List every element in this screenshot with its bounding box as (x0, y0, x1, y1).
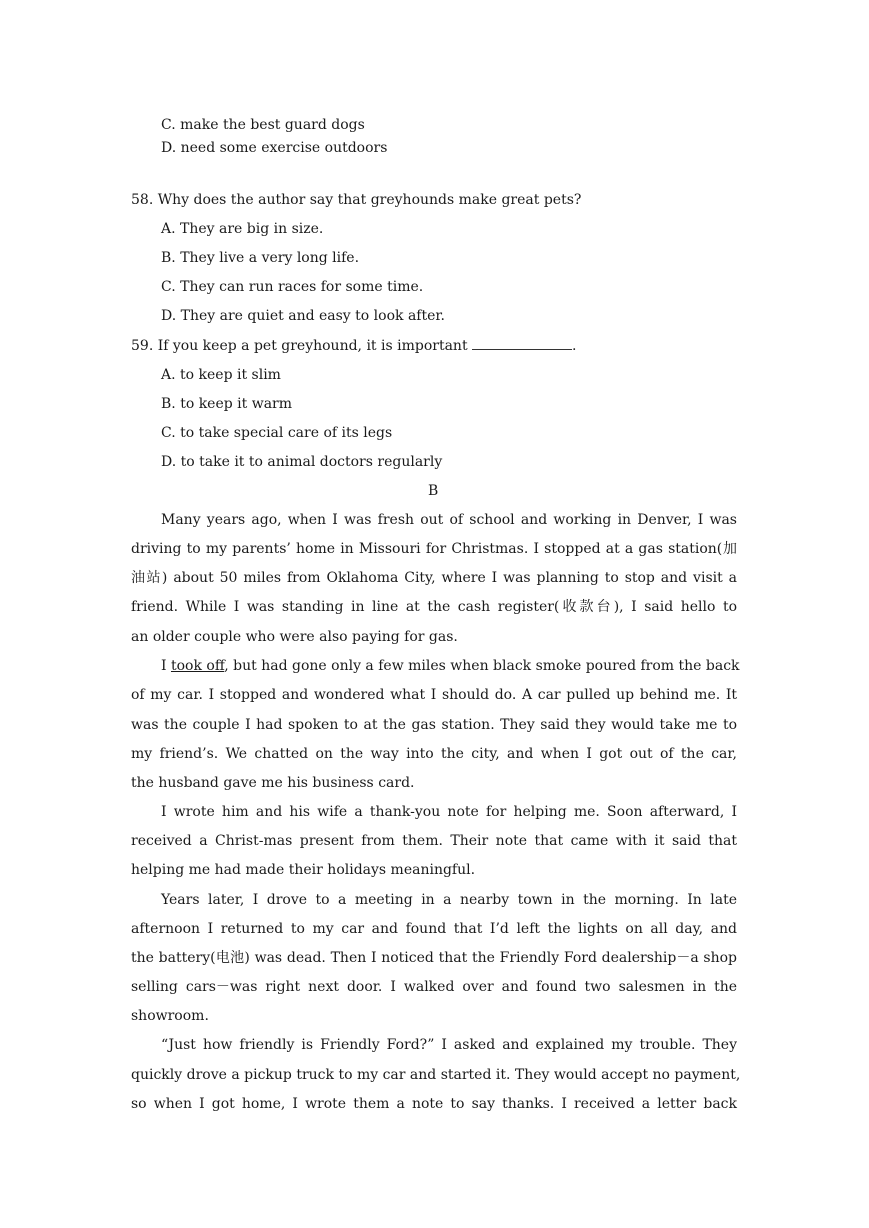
passage-text: I (161, 658, 171, 674)
passage-line: helping me had made their holidays meaningful. (131, 862, 476, 878)
passage-line: of my car. I stopped and wondered what I should do. A car pulled up behind me. It (131, 687, 737, 703)
question-59-stem-end: . (572, 338, 577, 354)
section-label: B (428, 483, 439, 499)
question-58-option-a: A. They are big in size. (161, 221, 324, 237)
passage-line: quickly drove a pickup truck to my car and started it. They would accept no payment, (131, 1067, 741, 1083)
passage-line: an older couple who were also paying for gas. (131, 629, 458, 645)
question-58-option-d: D. They are quiet and easy to look after. (161, 308, 445, 324)
answer-blank (472, 335, 572, 350)
question-59-stem-text: 59. If you keep a pet greyhound, it is important (131, 338, 473, 354)
passage-line-with-underline (161, 656, 740, 676)
passage-line: Many years ago, when I was fresh out of school and working in Denver, I was (161, 512, 737, 528)
passage-line: the husband gave me his business card. (131, 775, 415, 791)
question-58-option-c: C. They can run races for some time. (161, 279, 424, 295)
question-59-option-c: C. to take special care of its legs (161, 425, 393, 441)
passage-line: afternoon I returned to my car and found that I’d left the lights on all day, and (131, 921, 737, 937)
passage-text: , but had gone only a few miles when black smoke poured from the back (224, 658, 740, 674)
question-58-option-b: B. They live a very long life. (161, 250, 360, 266)
question-59-option-a: A. to keep it slim (161, 367, 281, 383)
question-59-stem (131, 335, 576, 356)
question-58-stem: 58. Why does the author say that greyhounds make great pets? (131, 192, 582, 208)
passage-line: so when I got home, I wrote them a note to say thanks. I received a letter back (131, 1096, 737, 1112)
passage-line: “Just how friendly is Friendly Ford?” I asked and explained my trouble. They (161, 1037, 737, 1053)
passage-line: driving to my parents’ home in Missouri for Christmas. I stopped at a gas station(加 (131, 541, 737, 557)
passage-line: the battery(电池) was dead. Then I noticed that the Friendly Ford dealership－a shop (131, 950, 737, 966)
passage-line: I wrote him and his wife a thank-you note for helping me. Soon afterward, I (161, 804, 737, 820)
passage-line: showroom. (131, 1008, 209, 1024)
passage-line: was the couple I had spoken to at the gas station. They said they would take me to (131, 717, 737, 733)
passage-line: my friend’s. We chatted on the way into the city, and when I got out of the car, (131, 746, 737, 762)
question-59-option-b: B. to keep it warm (161, 396, 293, 412)
underlined-phrase: took off (170, 658, 225, 674)
passage-line: Years later, I drove to a meeting in a nearby town in the morning. In late (161, 892, 737, 908)
question-59-option-d: D. to take it to animal doctors regularly (161, 454, 443, 470)
passage-line: received a Christ-mas present from them. Their note that came with it said that (131, 833, 737, 849)
option-d-prev: D. need some exercise outdoors (161, 140, 388, 156)
passage-line: selling cars－was right next door. I walked over and found two salesmen in the (131, 979, 737, 995)
passage-line: 油站) about 50 miles from Oklahoma City, where I was planning to stop and visit a (131, 570, 737, 586)
passage-line: friend. While I was standing in line at the cash register(收款台), I said hello to (131, 599, 737, 615)
option-c-prev: C. make the best guard dogs (161, 117, 365, 133)
